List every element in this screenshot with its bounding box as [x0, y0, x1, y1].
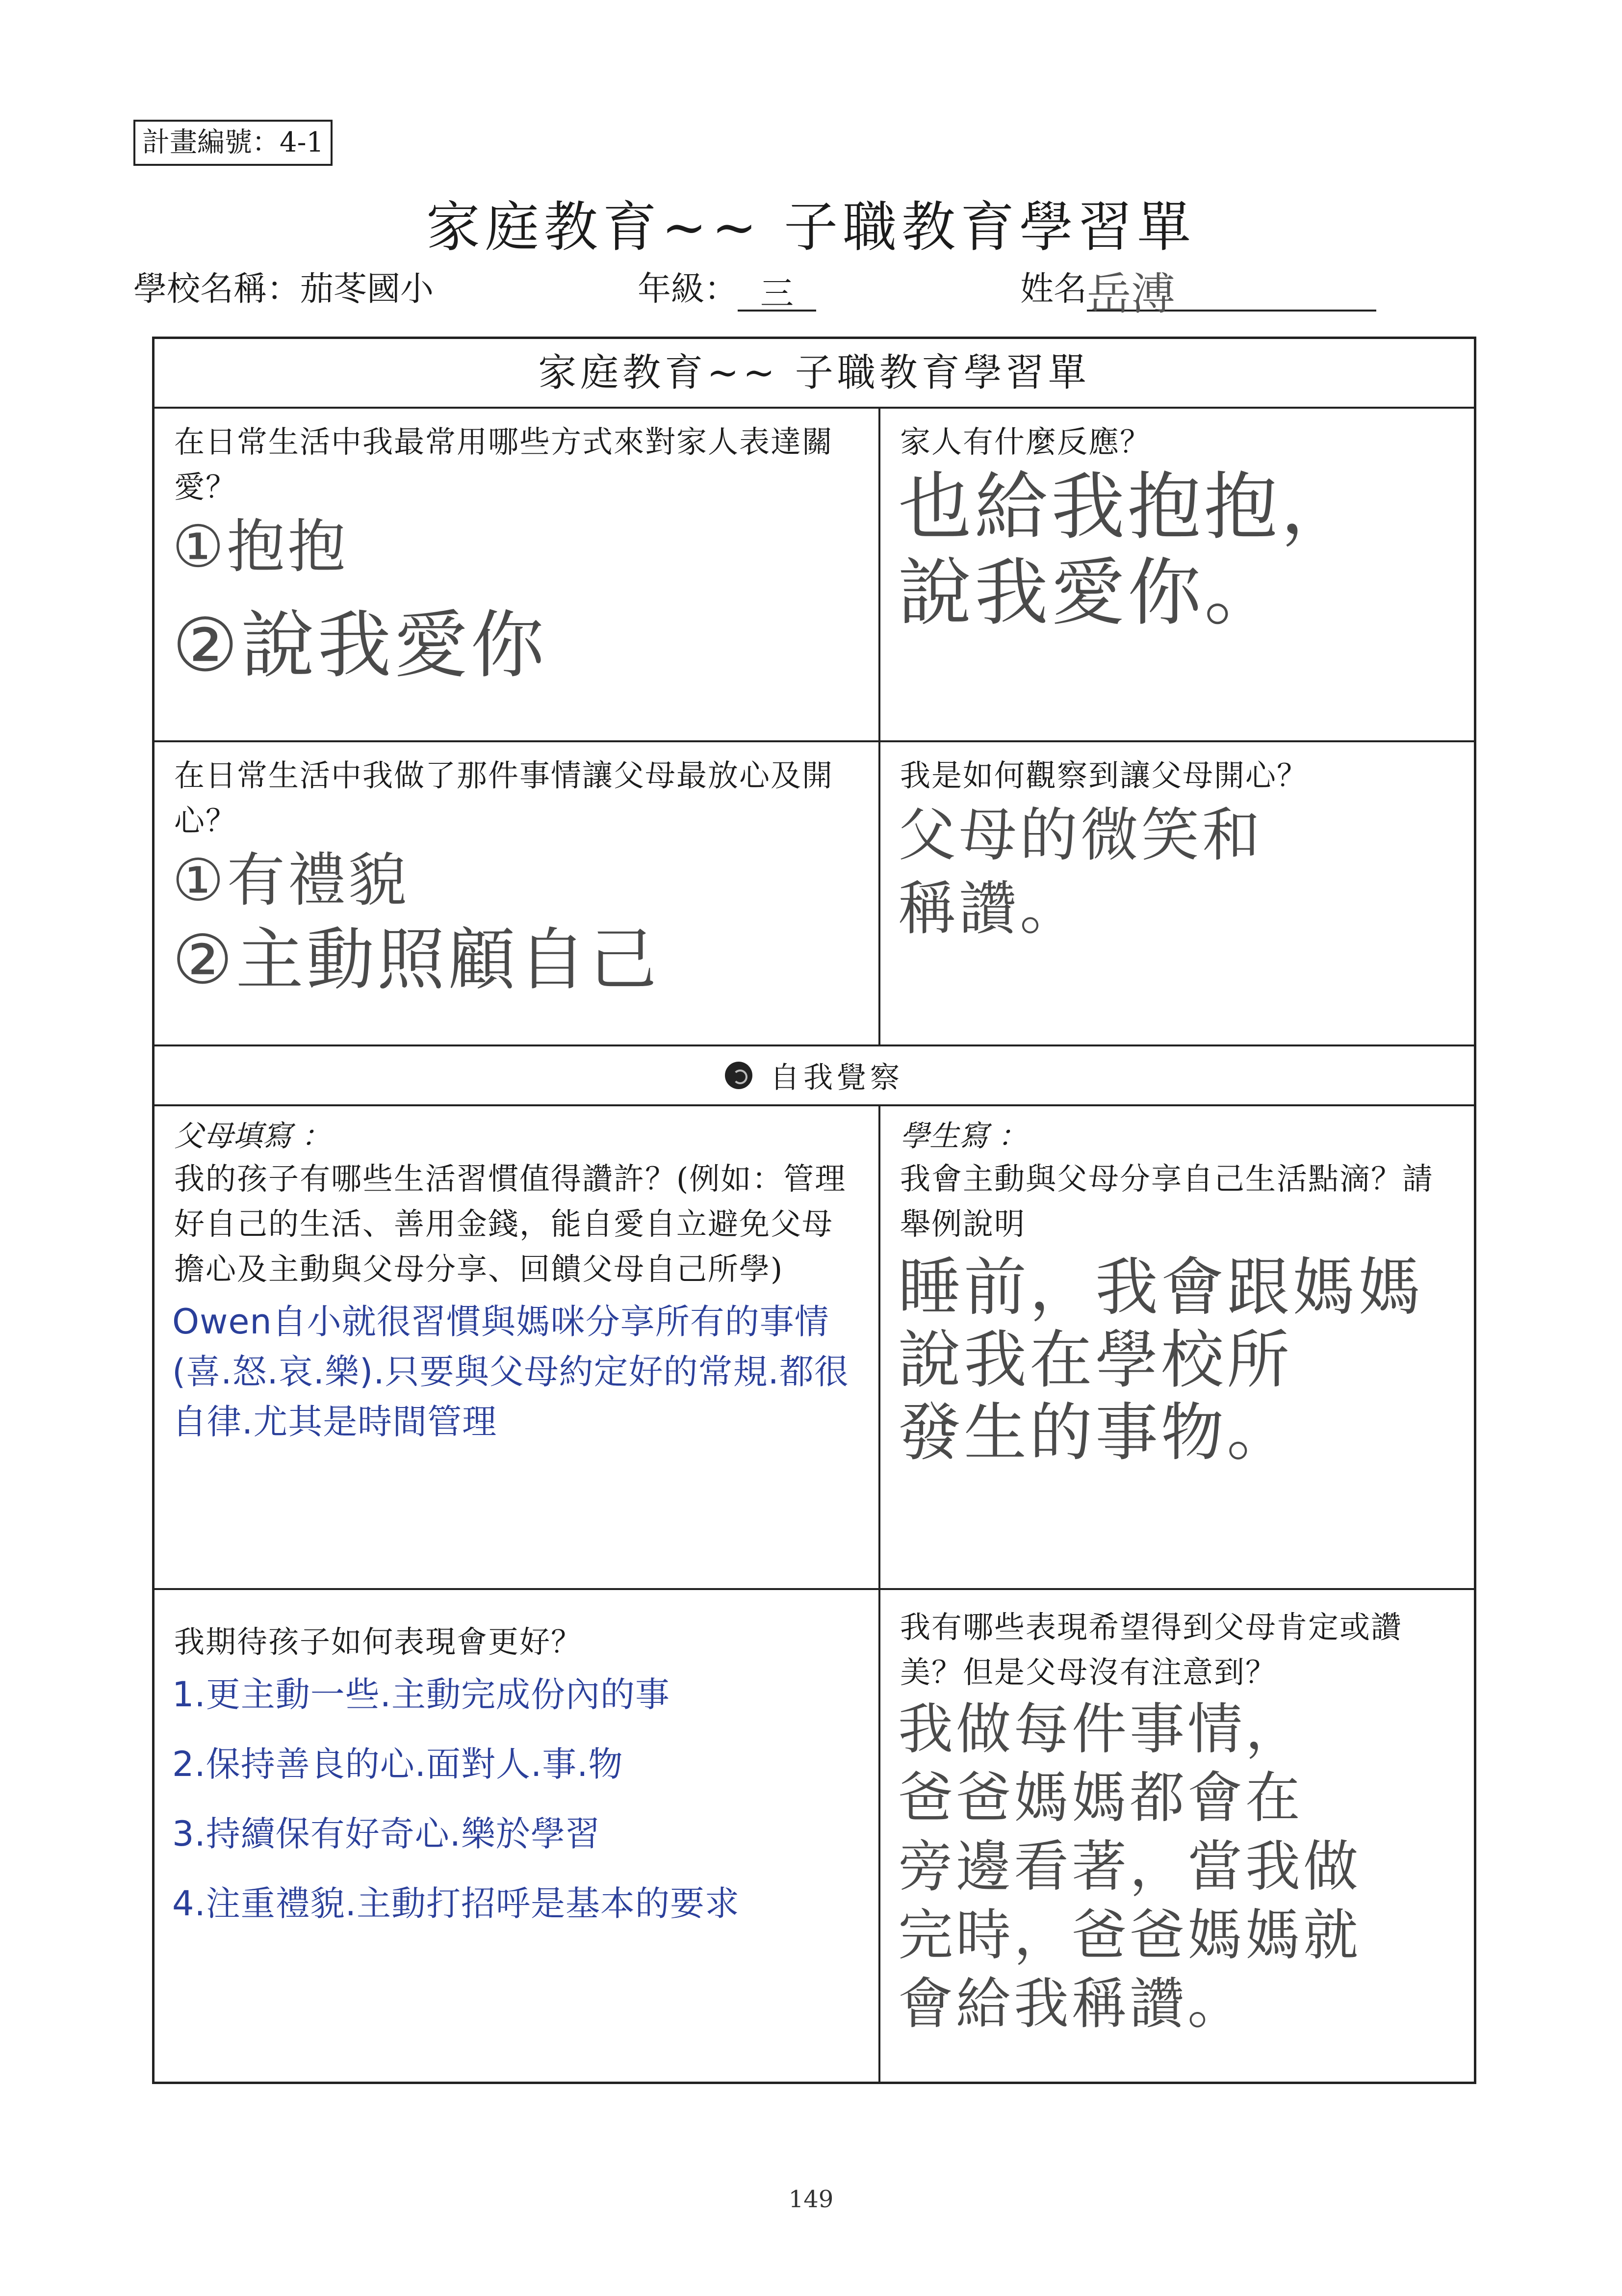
q3-cell	[154, 742, 880, 1044]
grade-value: 三	[738, 272, 816, 312]
q3-answer-2: ②主動照顧自己	[172, 920, 660, 999]
school-field	[133, 267, 434, 312]
q4-question: 我是如何觀察到讓父母開心？	[900, 757, 1309, 793]
q8-answer-2: 爸爸媽媽都會在	[898, 1766, 1303, 1830]
q3-answer-1: ①有禮貌	[172, 846, 410, 914]
q8-answer-5: 會給我稱讚。	[898, 1972, 1245, 2036]
parent-label: 父母填寫 ：	[174, 1119, 331, 1153]
q4-cell	[880, 742, 1474, 1044]
q1-cell	[154, 409, 880, 740]
q7-answer-2: 2.保持善良的心.面對人.事.物	[172, 1744, 623, 1784]
q7-answer-4: 4.注重禮貌.主動打招呼是基本的要求	[172, 1883, 740, 1924]
table-row	[154, 1590, 1474, 2082]
q2-answer-2: 說我愛你。	[898, 550, 1281, 636]
plan-number: 計畫編號：4-1	[133, 120, 333, 166]
q5-cell	[154, 1106, 880, 1588]
q3-question: 在日常生活中我做了那件事情讓父母最放心及開心？	[174, 757, 834, 838]
q8-question: 我有哪些表現希望得到父母肯定或讚美？但是父母沒有注意到？	[900, 1609, 1403, 1690]
name-label: 姓名	[1020, 270, 1087, 309]
section-header-row	[154, 1046, 1474, 1106]
q7-cell	[154, 1590, 880, 2082]
q6-cell	[880, 1106, 1474, 1588]
q4-answer-2: 稱讚。	[898, 875, 1081, 942]
page-title: 家庭教育~~ 子職教育學習單	[426, 196, 1196, 259]
table-row	[154, 409, 1474, 742]
q7-answer-3: 3.持續保有好奇心.樂於學習	[172, 1814, 601, 1854]
q8-answer-4: 完時，爸爸媽媽就	[898, 1904, 1361, 1967]
q1-question: 在日常生活中我最常用哪些方式來對家人表達關愛？	[174, 424, 834, 505]
q4-answer-1: 父母的微笑和	[898, 801, 1263, 869]
table-row	[154, 1106, 1474, 1590]
school-label: 學校名稱：茄苳國小	[133, 270, 434, 309]
student-label: 學生寫 ：	[900, 1119, 1028, 1153]
section-title: 自我覺察	[770, 1061, 903, 1095]
q5-answer: Owen自小就很習慣與媽咪分享所有的事情(喜.怒.哀.樂).只要與父母約定好的常規.都很自律.尤其是時間管理	[172, 1302, 849, 1442]
grade-field	[638, 267, 816, 312]
q2-answer-1: 也給我抱抱，	[898, 465, 1358, 550]
q2-question: 家人有什麼反應？	[900, 424, 1152, 460]
table-row	[154, 742, 1474, 1046]
table-banner: 家庭教育~~ 子職教育學習單	[538, 351, 1090, 395]
q6-question: 我會主動與父母分享自己生活點滴？請舉例說明	[900, 1161, 1434, 1242]
worksheet-table	[152, 337, 1476, 2084]
q2-cell	[880, 409, 1474, 740]
q5-question: 我的孩子有哪些生活習慣值得讚許？(例如：管理好自己的生活、善用金錢，能自愛自立避免父母擔心及主動與父母分享、回饋父母自己所學)	[174, 1161, 847, 1287]
q6-answer-3: 發生的事物。	[898, 1396, 1293, 1469]
page-number: 149	[788, 2186, 834, 2213]
grade-label: 年級：	[638, 270, 738, 309]
q6-answer-1: 睡前，我會跟媽媽	[898, 1251, 1424, 1324]
q7-question: 我期待孩子如何表現會更好？	[174, 1624, 583, 1660]
bullet-icon	[725, 1062, 752, 1089]
q8-answer-3: 旁邊看著，當我做	[898, 1835, 1361, 1899]
q7-answer-1: 1.更主動一些.主動完成份內的事	[172, 1674, 670, 1715]
q8-answer-1: 我做每件事情，	[898, 1697, 1303, 1761]
q1-answer-1: ①抱抱	[172, 513, 349, 580]
q1-answer-2: ②說我愛你	[172, 603, 547, 688]
name-field	[1020, 267, 1376, 320]
q8-cell	[880, 1590, 1474, 2082]
name-value: 岳溥	[1087, 272, 1376, 312]
q6-answer-2: 說我在學校所	[898, 1324, 1293, 1397]
table-banner-row	[154, 339, 1474, 409]
